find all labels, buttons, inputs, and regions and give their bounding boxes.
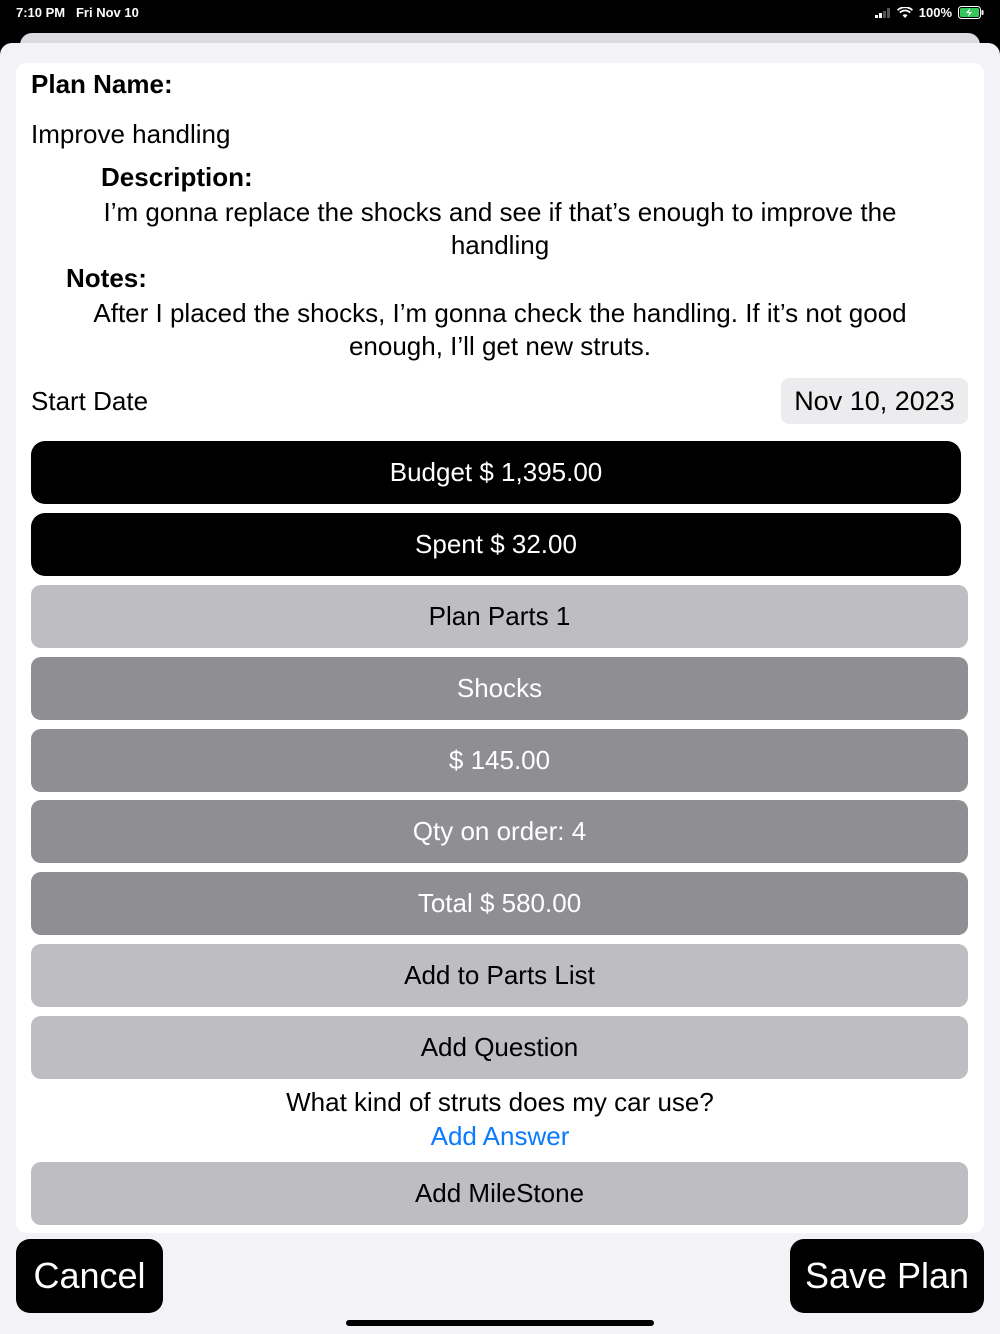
notes-value: After I placed the shocks, I’m gonna check the handling. If it’s not good enough, I’ll get new struts. [93, 298, 907, 361]
add-answer-link[interactable]: Add Answer [430, 1121, 570, 1151]
status-time [16, 5, 139, 20]
wifi-icon [897, 7, 913, 19]
spent-button[interactable]: Spent $ 32.00 [31, 513, 961, 576]
plan-form [16, 63, 984, 1233]
part-price-row[interactable]: $ 145.00 [31, 729, 968, 792]
description-value: I’m gonna replace the shocks and see if that’s enough to improve the handling [103, 197, 897, 260]
part-total-row[interactable]: Total $ 580.00 [31, 872, 968, 935]
start-date-picker[interactable]: Nov 10, 2023 [781, 378, 968, 424]
plan-parts-button[interactable]: Plan Parts 1 [31, 585, 968, 648]
description-label: Description: [101, 162, 253, 192]
plan-name-label: Plan Name: [31, 69, 173, 99]
question-text: What kind of struts does my car use? [286, 1087, 714, 1117]
date-text: Fri Nov 10 [75, 5, 139, 20]
add-to-parts-list-button[interactable]: Add to Parts List [31, 944, 968, 1007]
battery-percent: 100% [918, 5, 952, 20]
add-milestone-button[interactable]: Add MileStone [31, 1162, 968, 1225]
budget-button[interactable]: Budget $ 1,395.00 [31, 441, 961, 504]
start-date-label: Start Date [31, 386, 149, 416]
plan-name-value: Improve handling [31, 119, 231, 149]
cellular-signal-icon [875, 8, 891, 18]
clock-text: 7:10 PM [16, 5, 66, 20]
part-qty-row[interactable]: Qty on order: 4 [31, 800, 968, 863]
cancel-button[interactable]: Cancel [16, 1239, 163, 1313]
add-question-button[interactable]: Add Question [31, 1016, 968, 1079]
status-indicators [875, 5, 984, 20]
notes-label: Notes: [66, 263, 147, 293]
part-name-row[interactable]: Shocks [31, 657, 968, 720]
status-bar [0, 0, 1000, 30]
home-indicator [346, 1320, 654, 1326]
save-plan-button[interactable]: Save Plan [790, 1239, 984, 1313]
battery-charging-icon [958, 6, 984, 19]
plan-sheet [0, 43, 1000, 1334]
